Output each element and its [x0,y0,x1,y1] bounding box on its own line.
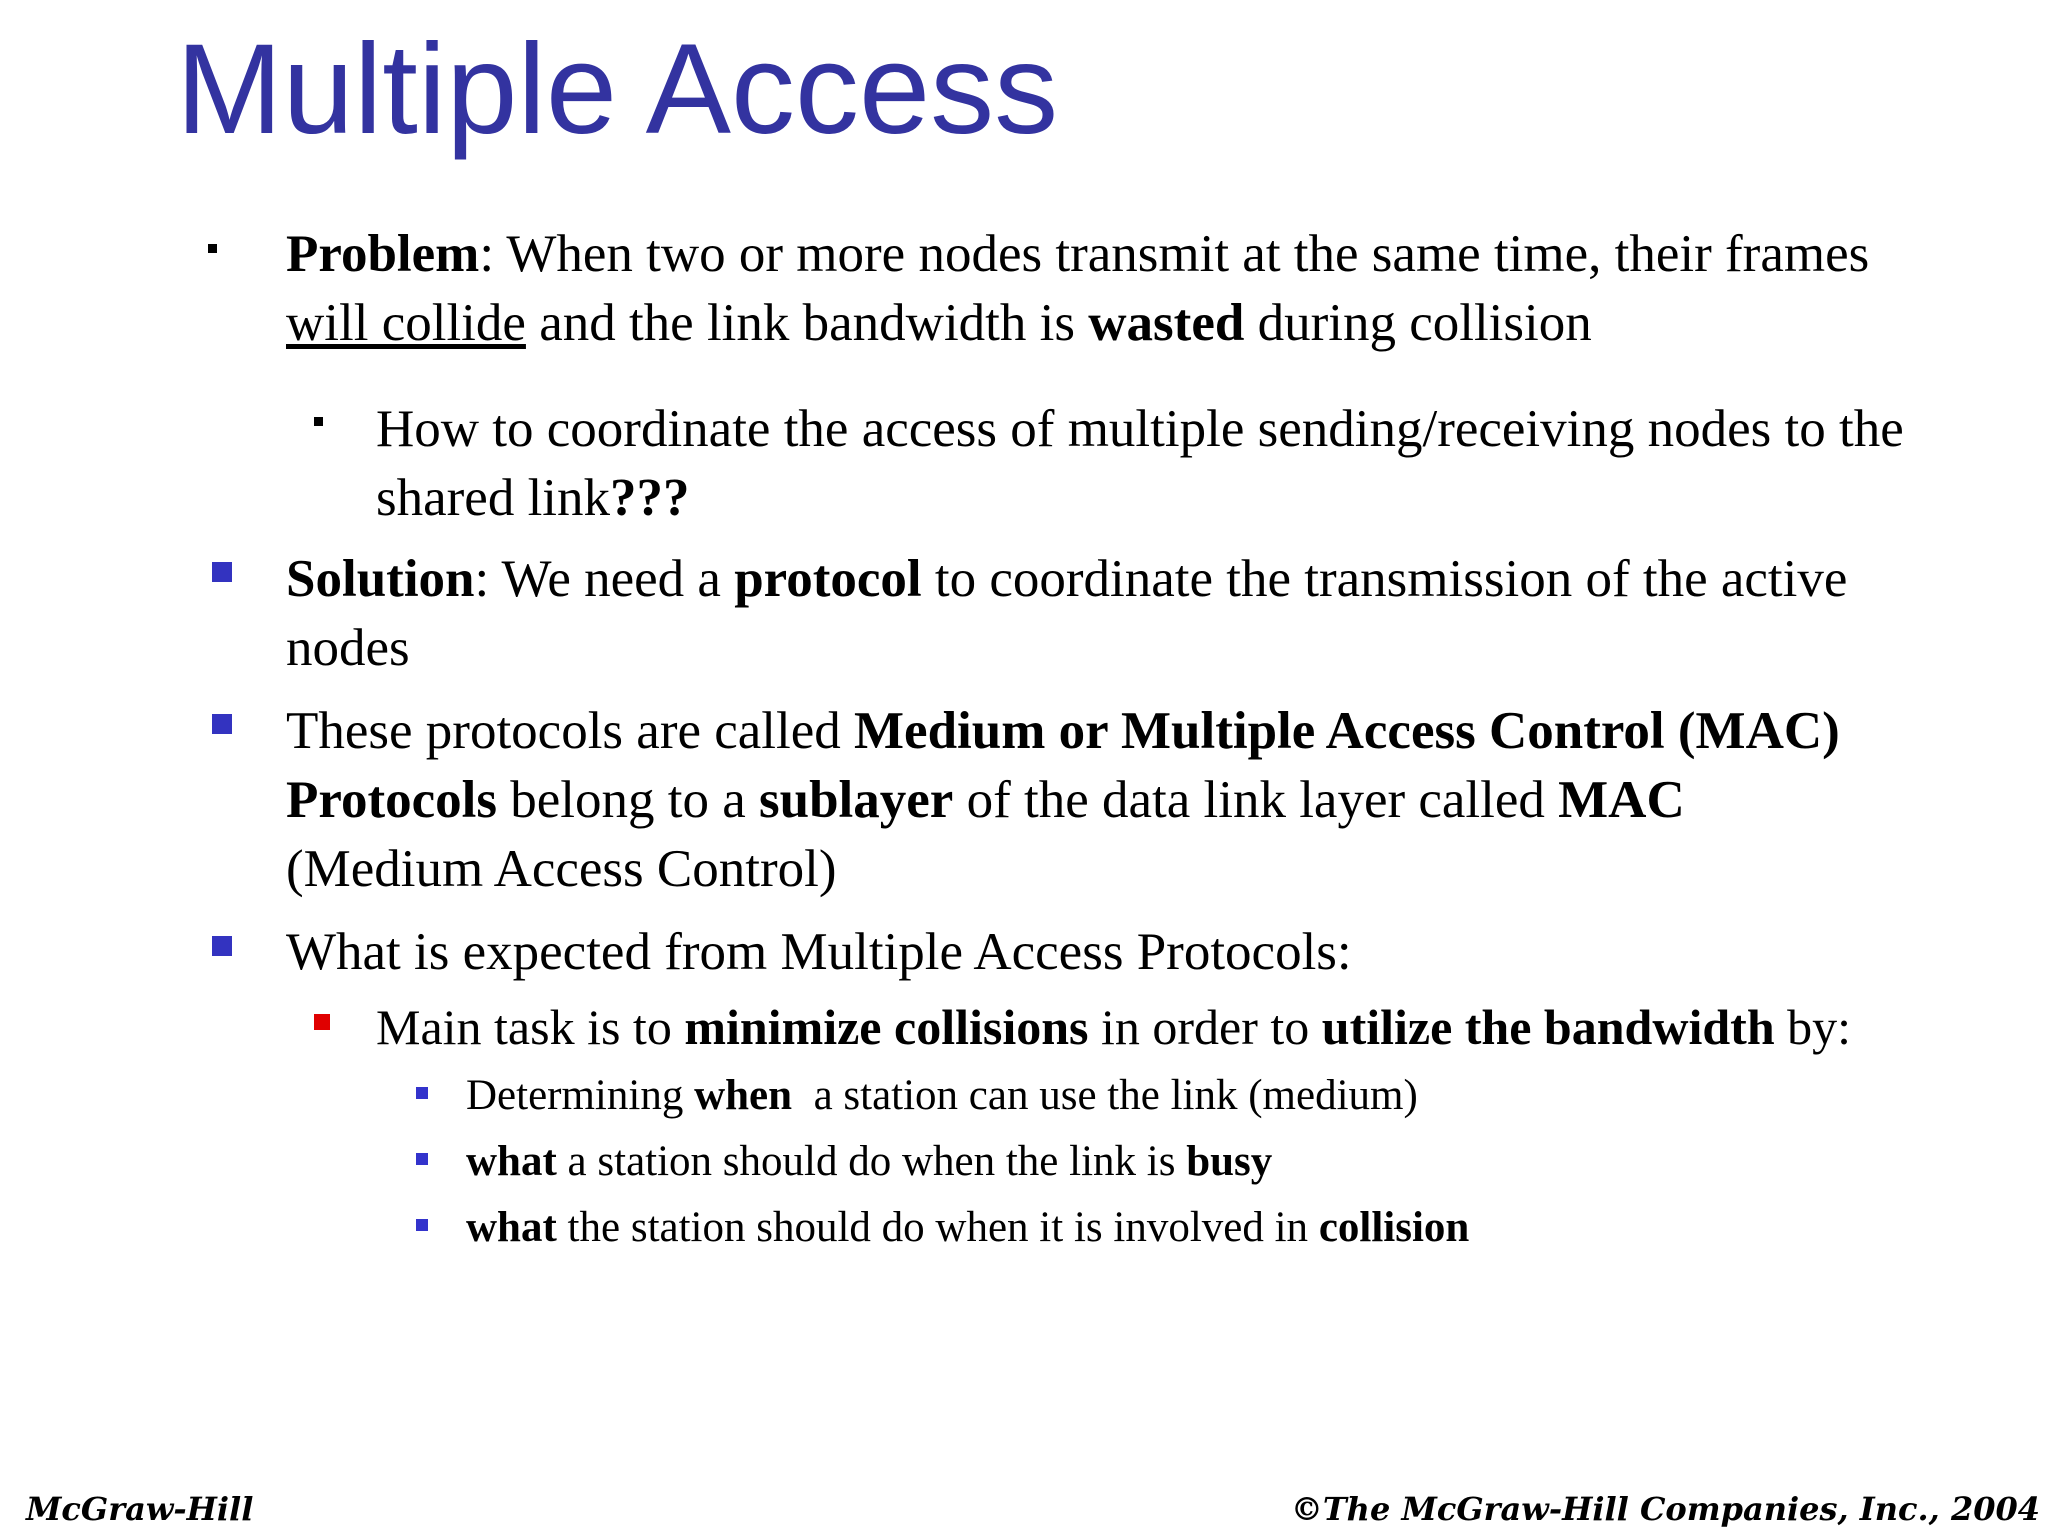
bullet-marker [416,1087,428,1099]
slide-title: Multiple Access [176,18,1059,161]
bullet-marker [416,1153,428,1165]
bullet-marker [212,714,232,734]
bullet-marker [208,244,217,253]
bullet-problem: Problem: When two or more nodes transmit at the same time, their frames will collide and the link bandwidth is wasted during collision [286,225,1870,352]
bullet-coordinate: How to coordinate the access of multiple sending/receiving nodes to the shared link??? [376,400,1904,527]
bullet-when: Determining when a station can use the link (medium) [466,1072,1418,1119]
bullet-solution: Solution: We need a protocol to coordinate the transmission of the active nodes [286,550,1848,677]
bullet-collision: what the station should do when it is involved in collision [466,1204,1470,1251]
problem-label: Problem [286,225,480,283]
bullet-marker [212,562,232,582]
footer-copyright: ©The McGraw-Hill Companies, Inc., 2004 [1290,1490,2040,1528]
bullet-marker [314,417,323,426]
bullet-marker [212,936,232,956]
footer-publisher-logo: McGraw-Hill [26,1490,254,1528]
bullet-main-task: Main task is to minimize collisions in order to utilize the bandwidth by: [376,999,1852,1055]
underlined-text: will collide [286,294,526,352]
bullet-mac: These protocols are called Medium or Multiple Access Control (MAC) Protocols belong to a sublayer of the data link layer called MAC (Medium Access Control) [286,702,1840,898]
bullet-busy: what a station should do when the link is busy [466,1138,1273,1185]
bullet-expected: What is expected from Multiple Access Protocols: [286,923,1352,981]
bullet-marker [314,1014,330,1030]
bullet-marker [416,1219,428,1231]
